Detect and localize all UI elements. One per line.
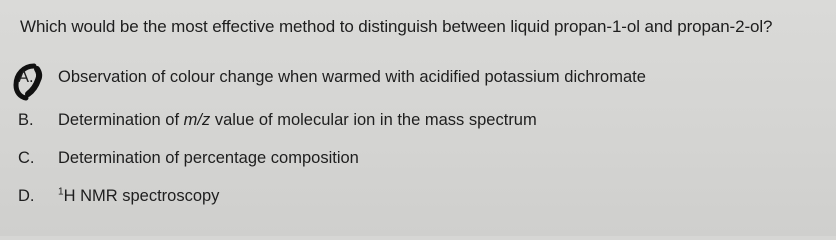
option-d-superscript: 1 [58,186,64,198]
option-d-text-wrap [58,187,219,206]
option-b[interactable] [18,111,537,130]
option-b-mz: m/z [183,111,211,129]
question-text: Which would be the most effective method to distinguish between liquid propan-1-ol and propan-2-ol? [20,17,773,36]
option-c-text: Determination of percentage composition [58,149,359,167]
option-a[interactable] [18,68,646,87]
option-b-text-before: Determination of [58,111,184,129]
option-b-text-after: value of molecular ion in the mass spectrum [210,111,537,129]
option-b-text [58,111,537,130]
option-d-text: H NMR spectroscopy [63,187,220,205]
option-a-letter: A. [18,68,34,86]
option-b-letter: B. [18,111,34,129]
option-d-letter: D. [18,187,35,205]
option-c-letter: C. [18,149,35,167]
option-c[interactable] [18,149,359,168]
option-a-text: Observation of colour change when warmed with acidified potassium dichromate [58,68,646,86]
option-d[interactable] [18,187,219,206]
